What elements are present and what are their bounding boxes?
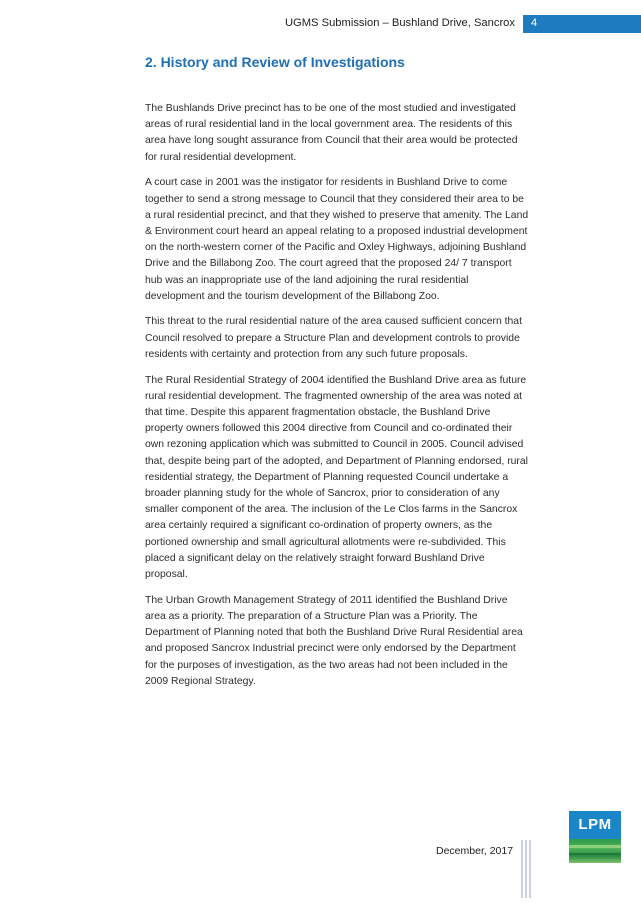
paragraph: This threat to the rural residential nature of the area caused sufficient concern that Council resolved to prepare a Structure Plan and development controls to provide residents with certainty and protection from any such future proposals. — [145, 316, 522, 360]
footer-divider-lines — [521, 840, 535, 898]
paragraph: A court case in 2001 was the instigator for residents in Bushland Drive to come together to send a strong message to Council that they considered their area to be a rural residential precinct, and that they wished to preserve that amenity. The Land & Environment court heard an appeal relating to a proposed industrial development on the north-western corner of the Pacific and Oxley Highways, adjoining Bushland Drive and the Billabong Zoo. The court agreed that the proposed 24/ 7 transport hub was an inappropriate use of the land adjoining the rural residential development and the tourism development of the Billabong Zoo. — [145, 177, 529, 302]
page-number-badge: 4 — [523, 15, 641, 33]
paragraph: The Urban Growth Management Strategy of 2011 identified the Bushland Drive area as a priority. The preparation of a Structure Plan was a Priority. The Department of Planning noted that both the Bushland Drive Rural Residential area and proposed Sancrox Industrial precinct were only endorsed by the Department for the purposes of investigation, as the two areas had not been included in the 2009 Regional Strategy. — [145, 594, 523, 687]
document-title: UGMS Submission – Bushland Drive, Sancrox — [284, 17, 515, 29]
paragraph: The Bushlands Drive precinct has to be one of the most studied and investigated areas of rural residential land in the local government area. The residents of this area have long sought assurance from Council that their area would be protected for rural residential development. — [145, 103, 518, 163]
logo-landscape-graphic — [569, 839, 621, 863]
lpm-logo — [569, 811, 621, 863]
logo-text: LPM — [569, 811, 621, 839]
body-text — [145, 101, 530, 699]
paragraph: The Rural Residential Strategy of 2004 identified the Bushland Drive area as future rural residential development. The fragmented ownership of the area was noted at that time. Despite this apparent fragmentation obstacle, the Bushland Drive property owners followed this 2004 directive from Council and co-ordinated their own rezoning application which was submitted to Council in 2005. Council advised that, despite being part of the adopted, and Department of Planning endorsed, rural residential strategy, the Department of Planning requested Council undertake a broader planning study for the whole of Sancrox, prior to consideration of any smaller component of the area. The inclusion of the Le Clos farms in the Sancrox area certainly required a significant co-ordination of property owners, as the portioned ownership and small agricultural allotments were re-subdivided. This placed a significant delay on the relatively straight forward Bushland Drive proposal. — [145, 374, 528, 580]
footer-date: December, 2017 — [436, 845, 514, 857]
section-heading: 2. History and Review of Investigations — [145, 54, 405, 70]
